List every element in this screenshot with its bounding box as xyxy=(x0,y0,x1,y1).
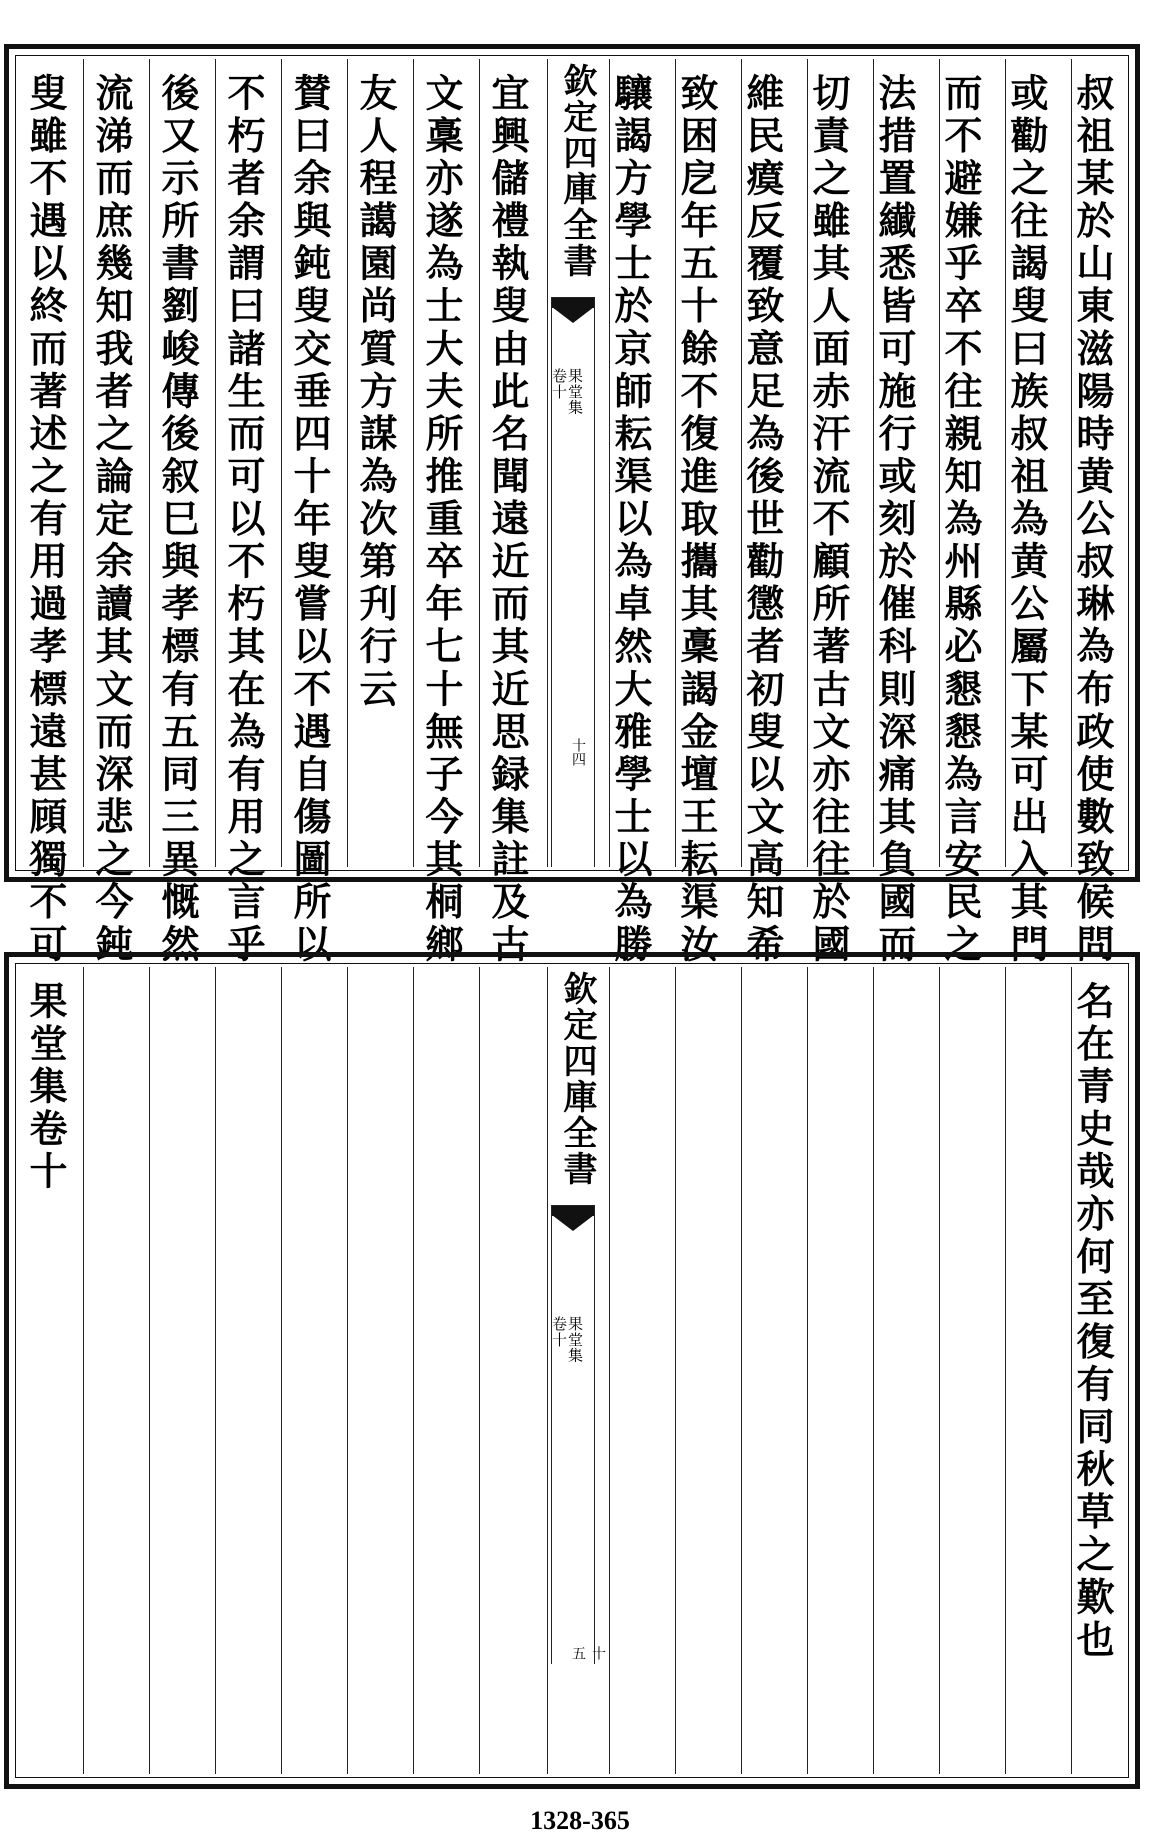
column-rule xyxy=(873,59,874,867)
text-column: 流涕而庶幾知我者之論定余讀其文而深悲之今鈍 xyxy=(89,73,134,967)
text-column: 法措置纎悉皆可施行或刻於催科則深痛其負國而 xyxy=(872,73,917,967)
text-column: 維民瘼反覆致意足為後世勸懲者初叟以文高知希 xyxy=(740,73,785,967)
fish-tail-ornament xyxy=(552,298,594,324)
column-rule xyxy=(873,967,874,1774)
fold-book-title: 果堂集 xyxy=(566,368,584,416)
column-rule xyxy=(215,967,216,1774)
column-rule xyxy=(675,967,676,1774)
text-column: 文稾亦遂為士大夫所推重卒年七十無子今其桐鄉 xyxy=(419,73,464,967)
page-number: 1328-365 xyxy=(530,1806,630,1835)
column-rule xyxy=(609,59,610,867)
column-rule xyxy=(479,59,480,867)
column-rule xyxy=(83,59,84,867)
column-rule xyxy=(939,59,940,867)
column-rule xyxy=(939,967,940,1774)
column-rule xyxy=(149,59,150,867)
fold-title: 欽定四庫全書 xyxy=(557,63,597,280)
text-column: 切責之雖其人面赤汗流不顧所著古文亦往往於國 xyxy=(806,73,851,967)
upper-page xyxy=(4,44,1140,967)
text-column: 不朽者余謂曰諸生而可以不朽其在為有用之言乎 xyxy=(221,73,266,967)
column-rule xyxy=(413,59,414,867)
column-rule xyxy=(347,59,348,867)
column-rule xyxy=(675,59,676,867)
column-rule xyxy=(281,59,282,867)
column-rule xyxy=(215,59,216,867)
text-column: 或勸之往謁叟曰族叔祖為黄公屬下某可出入其門 xyxy=(1004,73,1049,967)
column-rule xyxy=(547,59,548,867)
fold-book-title: 果堂集 xyxy=(566,1316,584,1364)
volume-end-title: 果堂集卷十 xyxy=(23,981,68,1194)
text-column: 友人程譪園尚質方謀為次第刋行云 xyxy=(353,73,398,712)
center-fold xyxy=(547,967,606,1774)
text-column: 叔祖某於山東滋陽時黄公叔琳為布政使數致候問 xyxy=(1070,73,1115,967)
fold-box xyxy=(551,297,595,867)
column-rule xyxy=(83,967,84,1774)
column-rule xyxy=(413,967,414,1774)
fold-volume: 卷十 xyxy=(550,368,568,400)
text-column: 名在青史哉亦何至復有同秋草之歎也 xyxy=(1070,981,1115,1662)
column-rule xyxy=(1005,967,1006,1774)
column-rule xyxy=(609,967,610,1774)
column-rule xyxy=(547,967,548,1774)
column-rule xyxy=(741,59,742,867)
text-column: 驤謁方學士於京師耘渠以為卓然大雅學士以為勝 xyxy=(608,73,653,967)
center-fold xyxy=(547,59,599,867)
column-rule xyxy=(1005,59,1006,867)
column-rule xyxy=(807,59,808,867)
column-rule xyxy=(281,967,282,1774)
column-rule xyxy=(347,967,348,1774)
fish-tail-ornament xyxy=(552,1206,594,1232)
text-column: 致困戹年五十餘不復進取攜其稾謁金壇王耘渠汝 xyxy=(674,73,719,967)
lower-page xyxy=(4,952,1140,1789)
text-column: 叟雖不遇以終而著述之有用過孝標遠甚頋獨不可 xyxy=(23,73,68,967)
text-column: 宜興儲禮執叟由此名聞遠近而其近思録集註及古 xyxy=(485,73,530,967)
fold-box xyxy=(550,1205,606,1664)
column-rule xyxy=(149,967,150,1774)
column-rule xyxy=(1071,59,1072,867)
fold-page-number: 十四 xyxy=(570,738,586,766)
text-column: 賛曰余與鈍叟交垂四十年叟嘗以不遇自傷圖所以 xyxy=(287,73,332,967)
text-column: 而不避嫌乎卒不往親知為州縣必懇懇為言安民之 xyxy=(938,73,983,967)
text-column: 後又示所書劉峻傳後叙巳與孝標有五同三異慨然 xyxy=(155,73,200,967)
column-rule xyxy=(1071,967,1072,1774)
fold-page-number: 十五 xyxy=(570,1646,606,1660)
fold-volume: 卷十 xyxy=(550,1316,568,1348)
column-rule xyxy=(807,967,808,1774)
column-rule xyxy=(741,967,742,1774)
fold-title: 欽定四庫全書 xyxy=(557,971,597,1188)
column-rule xyxy=(479,967,480,1774)
